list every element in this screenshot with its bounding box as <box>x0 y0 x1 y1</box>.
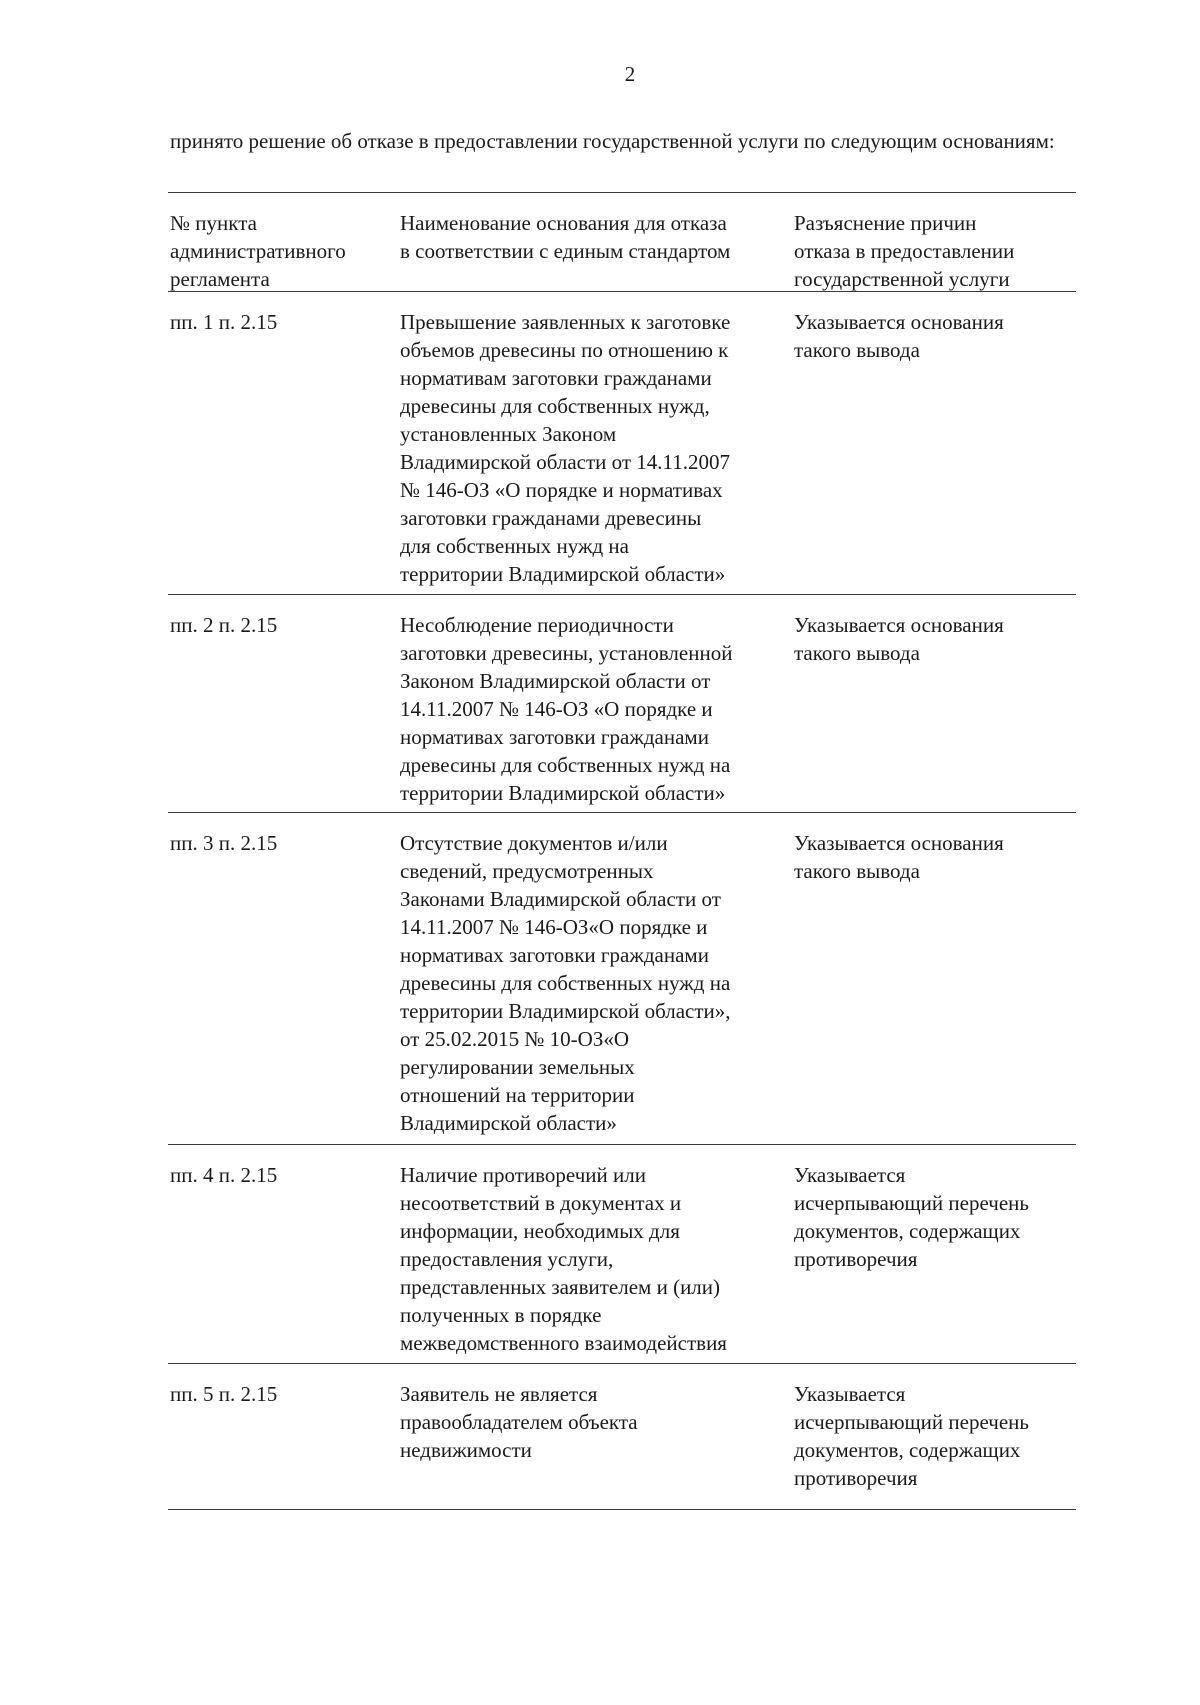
table-header-row <box>168 192 1076 291</box>
row-reason: Превышение заявленных к заготовке объемов древесины по отношению к нормативам заготовки гражданами древесины для собственных нужд, установленных Законом Владимирской области от 14.11.2007 № 146-ОЗ «О порядке и нормативах заготовки гражданами древесины для собственных нужд на территории Владимирской области» <box>400 310 731 586</box>
row-item-number: пп. 3 п. 2.15 <box>170 831 278 855</box>
row-explanation: Указывается исчерпывающий перечень документов, содержащих противоречия <box>794 1382 1029 1490</box>
table-row <box>168 812 1076 1144</box>
row-item-number: пп. 5 п. 2.15 <box>170 1382 278 1406</box>
table-row <box>168 1363 1076 1510</box>
table-row <box>168 594 1076 812</box>
row-item-number: пп. 4 п. 2.15 <box>170 1163 278 1187</box>
page-number: 2 <box>624 62 636 86</box>
row-explanation: Указывается основания такого вывода <box>794 613 1004 665</box>
row-reason: Несоблюдение периодичности заготовки древесины, установленной Законом Владимирской области от 14.11.2007 № 146-ОЗ «О порядке и нормативах заготовки гражданами древесины для собственных нужд на территории Владимирской области» <box>400 613 733 805</box>
row-explanation: Указывается основания такого вывода <box>794 310 1004 362</box>
row-item-number: пп. 2 п. 2.15 <box>170 613 278 637</box>
header-explanation: Разъяснение причин отказа в предоставлении государственной услуги <box>794 211 1015 291</box>
row-reason: Наличие противоречий или несоответствий в документах и информации, необходимых для предоставления услуги, представленных заявителем и (или) полученных в порядке межведомственного взаимодействия <box>400 1163 727 1355</box>
header-item-number: № пункта административного регламента <box>170 211 346 291</box>
row-item-number: пп. 1 п. 2.15 <box>170 310 278 334</box>
header-reason: Наименование основания для отказа в соответствии с единым стандартом <box>400 211 731 263</box>
intro-paragraph: принято решение об отказе в предоставлении государственной услуги по следующим основаниям: <box>170 129 1055 153</box>
table-row <box>168 1144 1076 1363</box>
refusal-grounds-table <box>168 192 1076 1510</box>
row-reason: Отсутствие документов и/или сведений, предусмотренных Законами Владимирской области от 14.11.2007 № 146-ОЗ«О порядке и нормативах заготовки гражданами древесины для собственных нужд на территории Владимирской области», от 25.02.2015 № 10-ОЗ«О регулировании земельных отношений на территории Владимирской области» <box>400 831 731 1135</box>
row-explanation: Указывается исчерпывающий перечень документов, содержащих противоречия <box>794 1163 1029 1271</box>
row-reason: Заявитель не является правообладателем объекта недвижимости <box>400 1382 638 1462</box>
row-explanation: Указывается основания такого вывода <box>794 831 1004 883</box>
table-row <box>168 291 1076 594</box>
